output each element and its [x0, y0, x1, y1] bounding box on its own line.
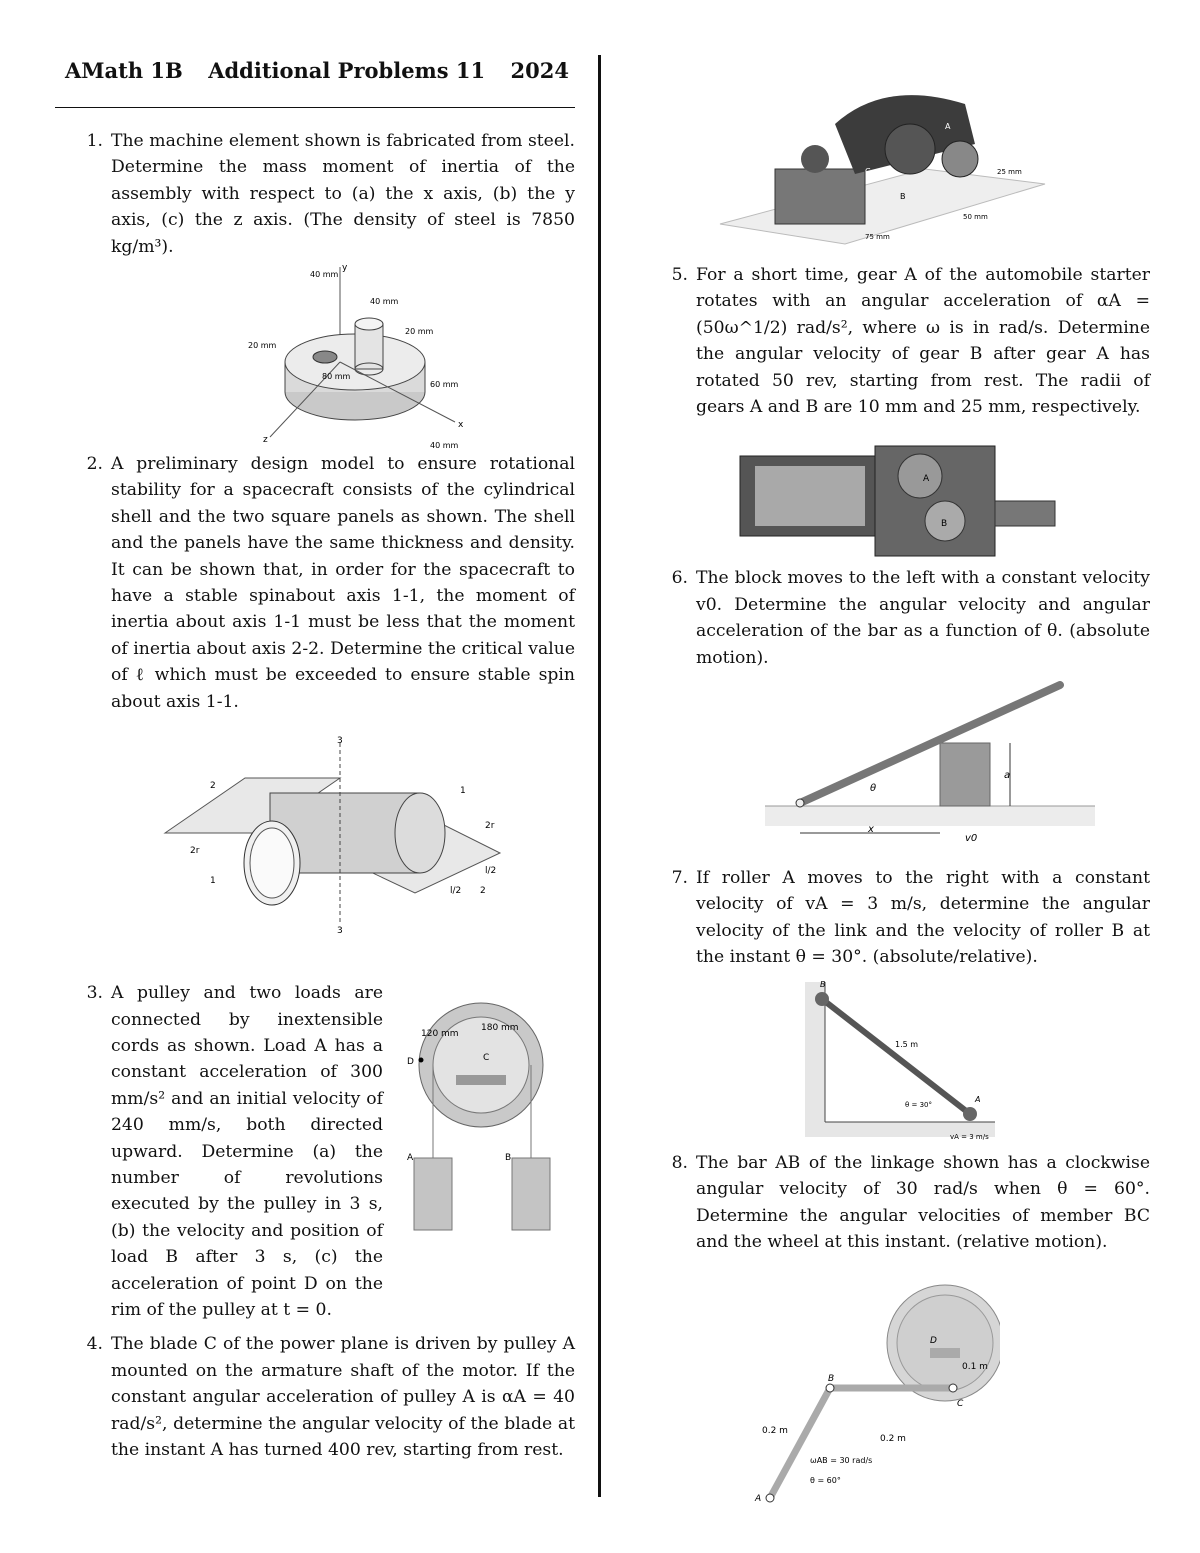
angle-label: θ = 60°: [810, 1476, 841, 1486]
problem-number: 4.: [86, 1334, 103, 1355]
dim-label: 25 mm: [997, 168, 1022, 176]
problem-text: A pulley and two loads are connected by inextensible cords as shown. Load A has a constant acceleration of 300 mm/s² and an initial velocity of 240 mm/s, both directed upward. Determine (a) the number of revolutions executed by the pulley in 3 s, (b) the velocity and position of load B after 3 s, (c) the acceleration of point D on the rim of the pulley at t = 0.: [111, 983, 383, 1320]
dim-label: 20 mm: [248, 341, 277, 351]
angle-label: θ = 30°: [905, 1100, 933, 1109]
left-column: [55, 50, 575, 1463]
point-label: D: [407, 1057, 414, 1068]
gear-label: A: [923, 474, 930, 485]
right-column: [640, 60, 1150, 1513]
problem-6: [640, 565, 1150, 671]
dim-label: 50 mm: [963, 213, 988, 221]
load-label: A: [407, 1153, 414, 1164]
dim-label: 40 mm: [310, 270, 339, 280]
velocity-label: vA = 3 m/s: [950, 1132, 989, 1141]
problem-1: [55, 128, 575, 260]
dim-label: 180 mm: [481, 1023, 519, 1034]
sheet-title: Additional Problems 11: [208, 58, 486, 83]
problem-number: 3.: [86, 983, 103, 1004]
dim-label: 40 mm: [430, 441, 459, 451]
dim-label: 120 mm: [421, 1029, 459, 1040]
problem-text: The blade C of the power plane is driven by pulley A mounted on the armature shaft of the motor. If the constant angular acceleration of pulley A is αA = 40 rad/s², determine the angular velocity of the blade at the instant A has turned 400 rev, starting from rest.: [111, 1334, 575, 1460]
dim-label: 2r: [190, 846, 200, 857]
point-label: D: [930, 1336, 937, 1347]
dim-label: a: [1004, 770, 1011, 782]
point-label: C: [865, 167, 871, 176]
dim-label: 40 mm: [370, 297, 399, 307]
problem-text: A preliminary design model to ensure rotational stability for a spacecraft consists of the cylindrical shell and the two square panels as shown. The shell and the panels have the same thickness and density. It can be shown that, in order for the spacecraft to have a stable spinabout axis 1-1, the moment of inertia about axis 1-1 must be less that the moment of inertia about axis 2-2. Determine the critical value of ℓ which must be exceeded to ensure stable spin about axis 1-1.: [111, 454, 575, 712]
dim-label: 80 mm: [322, 372, 351, 382]
dim-label: 0.2 m: [762, 1426, 788, 1437]
problem-text: For a short time, gear A of the automobile starter rotates with an angular acceleration of αA = (50ω^1/2) rad/s², where ω is in rad/s. Determine the angular velocity of gear B after gear A has rotated 50 rev, starting from rest. The radii of gears A and B are 10 mm and 25 mm, respectively.: [696, 265, 1150, 418]
problem-number: 1.: [86, 131, 103, 151]
dim-label: 0.2 m: [880, 1434, 906, 1445]
figure-sliding-block: [760, 681, 1100, 851]
problem-3-block: [55, 980, 575, 1323]
problem-7: [640, 865, 1150, 971]
dim-label: 1.5 m: [895, 1039, 919, 1049]
column-divider: [598, 55, 601, 1497]
problem-number: 8.: [671, 1152, 688, 1173]
point-label: B: [828, 1374, 835, 1385]
problem-number: 5.: [671, 265, 688, 285]
problem-8: [640, 1150, 1150, 1256]
problem-3: [55, 980, 383, 1323]
problem-text: The block moves to the left with a constant velocity v0. Determine the angular velocity and angular acceleration of the bar as a function of θ. (absolute motion).: [696, 568, 1150, 668]
problem-number: 7.: [671, 868, 688, 889]
axis-label: 1: [460, 786, 466, 797]
z-axis-label: z: [263, 435, 268, 446]
dim-label: l/2: [450, 886, 462, 897]
load-label: B: [505, 1153, 512, 1164]
problem-number: 6.: [671, 568, 688, 589]
course-name: AMath 1B: [65, 58, 183, 83]
dim-label: 20 mm: [405, 327, 434, 337]
figure-machine-element: [230, 262, 530, 457]
x-axis-label: x: [458, 420, 464, 431]
problem-2: [55, 451, 575, 715]
point-label: B: [820, 979, 826, 989]
problem-text: The bar AB of the linkage shown has a clockwise angular velocity of 30 rad/s when θ = 60°. Determine the angular velocities of member BC and the wheel at this instant. (relative motion).: [696, 1152, 1150, 1252]
problem-4: [55, 1331, 575, 1463]
figure-spacecraft: [150, 733, 530, 938]
problem-5: [640, 262, 1150, 420]
figure-linkage-wheel: [750, 1273, 1000, 1513]
axis-label: 2: [480, 886, 486, 897]
dim-label: 75 mm: [865, 233, 890, 241]
point-label: A: [755, 1494, 762, 1505]
angle-label: θ: [870, 783, 877, 795]
point-label: B: [900, 192, 906, 201]
dim-label: l/2: [485, 866, 497, 877]
gear-label: B: [941, 519, 948, 530]
figure-pulley: [391, 1000, 566, 1235]
y-axis-label: y: [342, 263, 348, 274]
point-label: C: [483, 1053, 490, 1064]
axis-label: 3: [337, 926, 343, 937]
problem-text: If roller A moves to the right with a constant velocity of vA = 3 m/s, determine the angular velocity of the link and the velocity of roller B at the instant θ = 30°. (absolute/relative).: [696, 868, 1150, 968]
dim-label: 60 mm: [430, 380, 459, 390]
velocity-label: ωAB = 30 rad/s: [810, 1456, 873, 1466]
axis-label: 3: [337, 736, 343, 747]
dim-label: x: [868, 824, 874, 836]
figure-power-plane: [715, 74, 1055, 254]
point-label: A: [975, 1094, 981, 1104]
dim-label: 0.1 m: [962, 1362, 988, 1373]
axis-label: 1: [210, 876, 216, 887]
problem-number: 2.: [86, 454, 103, 475]
point-label: C: [957, 1399, 964, 1410]
axis-label: 2: [210, 781, 216, 792]
year: 2024: [510, 58, 569, 83]
figure-roller-link: [800, 977, 1000, 1142]
dim-label: 2r: [485, 821, 495, 832]
figure-starter: [735, 426, 1065, 561]
page-header: [55, 50, 575, 108]
problem-text: The machine element shown is fabricated from steel. Determine the mass moment of inertia of the assembly with respect to (a) the x axis, (b) the y axis, (c) the z axis. (The density of steel is 7850 kg/m³).: [111, 131, 575, 257]
velocity-label: v0: [965, 833, 978, 845]
point-label: A: [945, 122, 951, 131]
